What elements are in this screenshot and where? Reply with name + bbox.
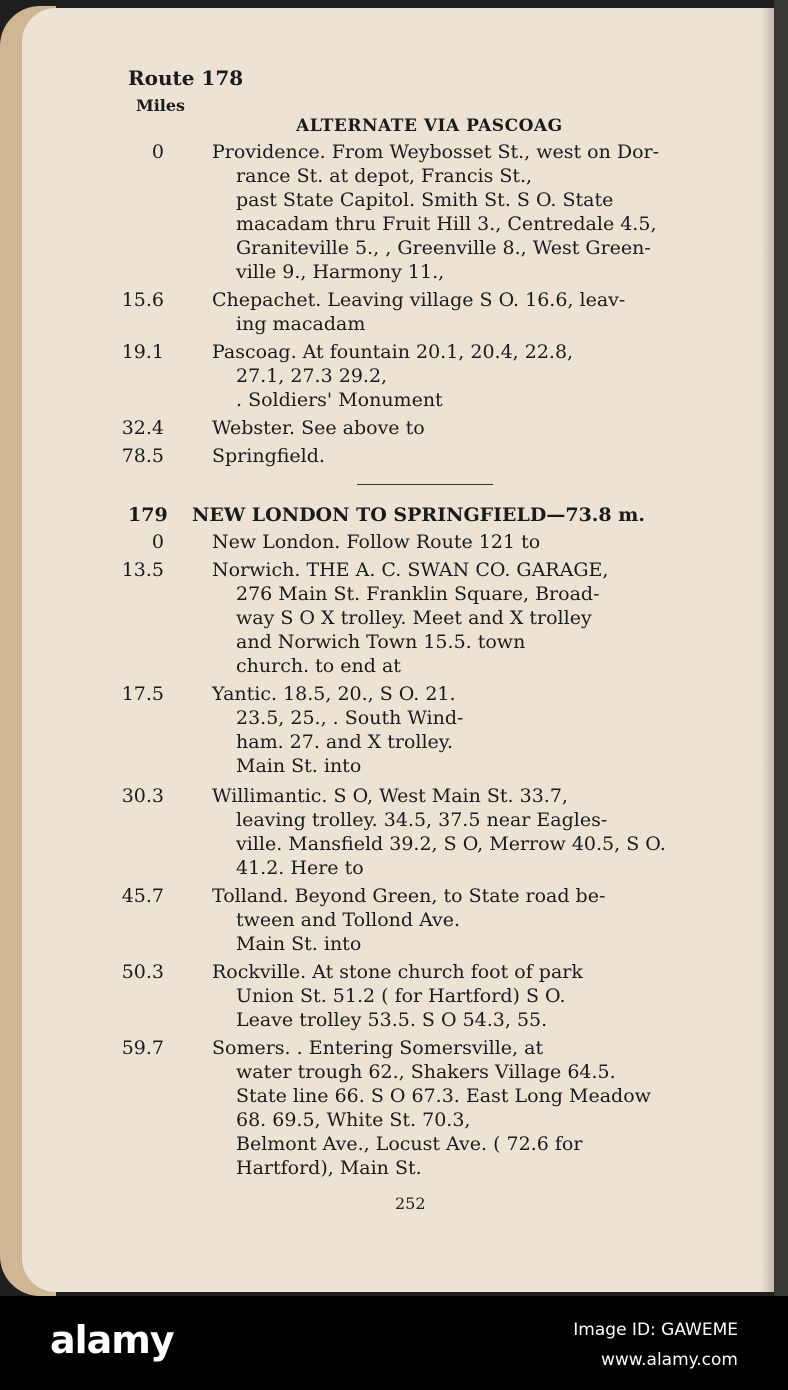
book-spine <box>774 0 788 1296</box>
entry-place-line: Yantic. 18.5, 20., S O. 21. <box>212 683 456 705</box>
entry-place-line: Tolland. Beyond Green, to State road be- <box>212 885 606 907</box>
miles-label: Miles <box>136 96 186 115</box>
image-id: Image ID: GAWEME <box>573 1320 738 1340</box>
mileage: 32.4 <box>121 417 164 439</box>
entry-place-line: Providence. From Weybosset St., west on Dor- <box>212 141 660 163</box>
entry-line: . Soldiers' Monument <box>236 389 443 411</box>
entry-place-line: Webster. See above to <box>212 417 425 439</box>
mileage: 59.7 <box>121 1037 164 1059</box>
entry-line: past State Capitol. Smith St. S O. State <box>236 189 614 211</box>
entry-place-line: New London. Follow Route 121 to <box>212 531 541 553</box>
entry-line: water trough 62., Shakers Village 64.5. <box>236 1061 616 1083</box>
entry-line: 27.1, 27.3 29.2, <box>236 365 388 387</box>
entry-place-line: Springfield. <box>212 445 325 467</box>
entry-line: 23.5, 25., . South Wind- <box>236 707 464 729</box>
entry-line: ville. Mansfield 39.2, S O, Merrow 40.5, S O. <box>236 833 666 855</box>
mileage: 50.3 <box>121 961 164 983</box>
entry-line: 41.2. Here to <box>236 857 364 879</box>
entry-line: Main St. into <box>236 933 362 955</box>
route-label: Route 178 <box>128 66 244 90</box>
route-179-number: 179 <box>128 504 168 526</box>
divider-rule <box>357 484 493 485</box>
entry-line: Hartford), Main St. <box>236 1157 422 1179</box>
page-number: 252 <box>395 1194 426 1213</box>
entry-place-line: Chepachet. Leaving village S O. 16.6, leav- <box>212 289 626 311</box>
mileage: 13.5 <box>121 559 164 581</box>
entry-line: way S O X trolley. Meet and X trolley <box>236 607 592 629</box>
entry-place-line: Willimantic. S O, West Main St. 33.7, <box>212 785 568 807</box>
mileage: 45.7 <box>121 885 164 907</box>
section-title: ALTERNATE VIA PASCOAG <box>296 116 563 136</box>
entry-place-line: Rockville. At stone church foot of park <box>212 961 583 983</box>
mileage: 15.6 <box>121 289 164 311</box>
entry-line: macadam thru Fruit Hill 3., Centredale 4.5, <box>236 213 657 235</box>
entry-line: ing macadam <box>236 313 366 335</box>
entry-line: ville 9., Harmony 11., <box>236 261 445 283</box>
entry-place-line: Somers. . Entering Somersville, at <box>212 1037 544 1059</box>
mileage: 0 <box>151 531 164 553</box>
entry-line: rance St. at depot, Francis St., <box>236 165 533 187</box>
alamy-logo: alamy <box>50 1318 174 1362</box>
entry-place-line: Norwich. THE A. C. SWAN CO. GARAGE, <box>212 559 609 581</box>
mileage: 78.5 <box>121 445 164 467</box>
entry-line: 68. 69.5, White St. 70.3, <box>236 1109 471 1131</box>
entry-line: Union St. 51.2 ( for Hartford) S O. <box>236 985 566 1007</box>
entry-line: leaving trolley. 34.5, 37.5 near Eagles- <box>236 809 608 831</box>
mileage: 19.1 <box>121 341 164 363</box>
watermark-footer <box>0 1296 788 1390</box>
site-url: www.alamy.com <box>600 1350 738 1370</box>
entry-line: 276 Main St. Franklin Square, Broad- <box>236 583 600 605</box>
entry-line: tween and Tollond Ave. <box>236 909 461 931</box>
entry-line: Leave trolley 53.5. S O 54.3, 55. <box>236 1009 548 1031</box>
mileage: 30.3 <box>121 785 164 807</box>
entry-line: Graniteville 5., , Greenville 8., West Green- <box>236 237 651 259</box>
entry-line: church. to end at <box>236 655 401 677</box>
entry-line: ham. 27. and X trolley. <box>236 731 454 753</box>
entry-line: Belmont Ave., Locust Ave. ( 72.6 for <box>236 1133 583 1155</box>
entry-line: State line 66. S O 67.3. East Long Meadow <box>236 1085 651 1107</box>
entry-place-line: Pascoag. At fountain 20.1, 20.4, 22.8, <box>212 341 574 363</box>
entry-line: Main St. into <box>236 755 362 777</box>
route-179-title: NEW LONDON TO SPRINGFIELD—73.8 m. <box>192 504 645 526</box>
entry-line: and Norwich Town 15.5. town <box>236 631 526 653</box>
mileage: 17.5 <box>121 683 164 705</box>
mileage: 0 <box>151 141 164 163</box>
